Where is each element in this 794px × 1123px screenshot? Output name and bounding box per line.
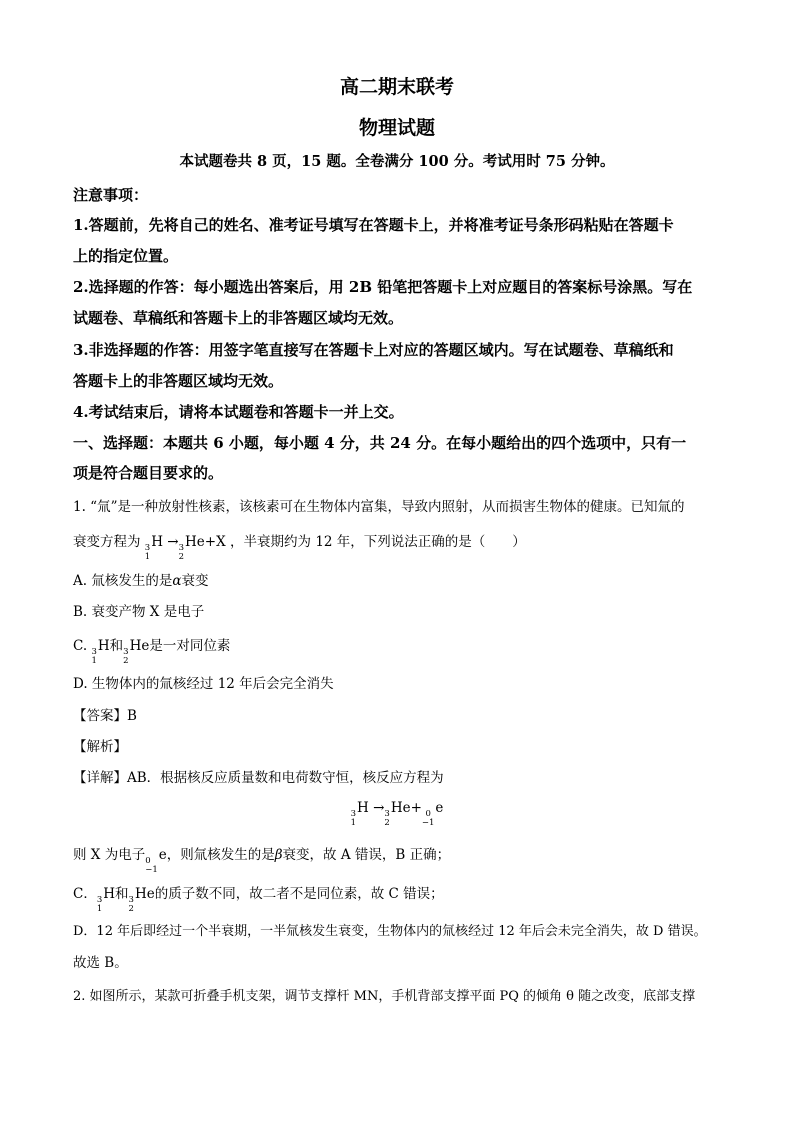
notice-heading: 注意事项： xyxy=(73,186,149,204)
exam-intro: 本试题卷共 8 页，15 题。全卷满分 100 分。考试用时 75 分钟。 xyxy=(179,153,615,170)
question-1-option-d: D. 生物体内的氚核经过 12 年后会完全消失 xyxy=(73,676,334,692)
question-1-option-c: C. 3 1 H和 3 2 He是一对同位素 xyxy=(73,638,231,666)
notice-item-2-line-2: 试题卷、草稿纸和答题卡上的非答题区域均无效。 xyxy=(73,309,404,327)
analysis-label: 【解析】 xyxy=(73,739,127,755)
question-1-stem-prefix: 衰变方程为 xyxy=(73,534,141,550)
detail-line: 【详解】AB．根据核反应质量数和电荷数守恒，核反应方程为 xyxy=(73,770,444,786)
section-1-line-1: 一、选择题：本题共 6 小题，每小题 4 分，共 24 分。在每小题给出的四个选项中，只有一 xyxy=(73,434,687,452)
notice-item-2-line-1: 2.选择题的作答：每小题选出答案后，用 2B 铅笔把答题卡上对应题目的答案标号涂黑。写在 xyxy=(73,278,693,296)
explanation-line-2: C． 3 1 H和 3 2 He的质子数不同，故二者不是同位素，故 C 错误； xyxy=(73,886,444,914)
question-1-stem-suffix: ，半衰期约为 12 年，下列说法正确的是（ ） xyxy=(230,534,526,550)
question-2-stem-line-1: 2. 如图所示，某款可折叠手机支架，调节支撑杆 MN，手机背部支撑平面 PQ 的倾角 θ 随之改变，底部支撑 xyxy=(73,989,696,1004)
notice-item-4: 4.考试结束后，请将本试题卷和答题卡一并上交。 xyxy=(73,403,404,421)
reaction-equation: 3 1 H → 3 2 He+ 0 −1 e xyxy=(350,800,444,828)
notice-item-1-line-1: 1.答题前，先将自己的姓名、准考证号填写在答题卡上，并将准考证号条形码粘贴在答题卡 xyxy=(73,216,674,234)
explanation-line-1: 则 X 为电子 0 −1 e，则氚核发生的是β衰变，故 A 错误，B 正确； xyxy=(73,847,451,875)
question-1-option-b: B. 衰变产物 X 是电子 xyxy=(73,604,205,620)
tritium-numbers: 3 1 xyxy=(144,543,151,562)
notice-item-3-line-1: 3.非选择题的作答：用签字笔直接写在答题卡上对应的答题区域内。写在试题卷、草稿纸和 xyxy=(73,341,674,359)
conclusion-line: 故选 B。 xyxy=(73,955,128,971)
notice-item-3-line-2: 答题卡上的非答题区域均无效。 xyxy=(73,372,284,390)
explanation-line-3: D．12 年后即经过一个半衰期，一半氚核发生衰变，生物体内的氚核经过 12 年后会未完全消失，故 D 错误。 xyxy=(73,924,707,939)
question-1-option-a: A. 氚核发生的是α衰变 xyxy=(73,573,209,589)
answer-label: 【答案】B xyxy=(73,708,137,724)
decay-equation: 3 1 H → 3 2 He+X xyxy=(144,534,226,562)
question-1-stem-line-1: 1. “氚”是一种放射性核素，该核素可在生物体内富集，导致内照射，从而损害生物体的健康。已知氚的 xyxy=(73,499,685,515)
notice-item-1-line-2: 上的指定位置。 xyxy=(73,247,179,265)
question-1-stem-line-2 xyxy=(73,530,526,562)
page-title: 高二期末联考 xyxy=(339,76,454,98)
section-1-line-2: 项是符合题目要求的。 xyxy=(73,464,224,482)
page-subtitle: 物理试题 xyxy=(358,117,435,139)
